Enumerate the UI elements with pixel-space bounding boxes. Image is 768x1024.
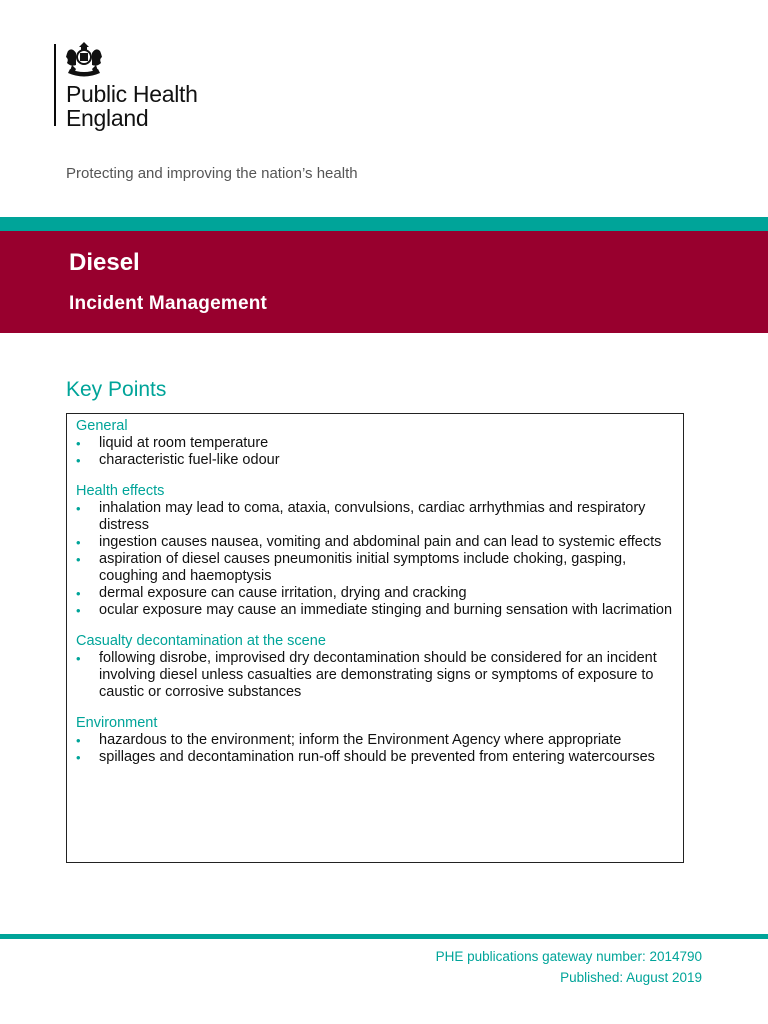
royal-coat-of-arms-icon [62,41,106,81]
bullet-list [76,500,674,619]
organisation-name-line2: England [66,105,149,131]
key-points-section-heading: Environment [76,715,158,731]
bullet-text: inhalation may lead to coma, ataxia, convulsions, cardiac arrhythmias and respiratory distress [99,500,646,533]
key-points-section-heading: Casualty decontamination at the scene [76,633,326,649]
bullet-icon: • [76,733,81,748]
key-points-section [76,633,674,701]
bullet-icon: • [76,552,81,567]
bullet-text: ingestion causes nausea, vomiting and abdominal pain and can lead to systemic effects [99,534,662,550]
bullet-icon: • [76,535,81,550]
bullet-item [76,749,674,766]
title-banner [0,231,768,333]
bullet-item [76,551,674,585]
document-subtitle: Incident Management [69,293,268,314]
key-points-section [76,483,674,619]
bullet-icon: • [76,603,81,618]
key-points-section [76,715,674,766]
bullet-list [76,435,674,469]
bullet-item [76,732,674,749]
bullet-text: liquid at room temperature [99,435,269,451]
bullet-icon: • [76,651,81,666]
key-points-section [76,418,674,469]
key-points-box [66,413,684,863]
key-points-section-heading: Health effects [76,483,165,499]
bullet-icon: • [76,501,81,516]
banner-accent-stripe [0,217,768,231]
bullet-icon: • [76,453,81,468]
bullet-list [76,732,674,766]
bullet-icon: • [76,750,81,765]
organisation-name [66,82,198,130]
gateway-number: PHE publications gateway number: 2014790 [435,949,702,964]
bullet-text: characteristic fuel-like odour [99,452,280,468]
bullet-text: spillages and decontamination run-off should be prevented from entering watercourses [99,749,655,765]
organisation-name-line1: Public Health [66,81,198,107]
bullet-text: following disrobe, improvised dry decontamination should be considered for an incident involving diesel unless casualties are demonstrating signs or symptoms of exposure to caustic or corrosive substances [99,650,657,700]
logo-divider [54,44,56,126]
bullet-list [76,650,674,701]
tagline: Protecting and improving the nation’s health [66,165,358,182]
bullet-icon: • [76,436,81,451]
bullet-item [76,500,674,534]
document-title: Diesel [69,249,140,276]
bullet-item [76,650,674,701]
bullet-item [76,452,674,469]
bullet-item [76,585,674,602]
key-points-section-heading: General [76,418,128,434]
key-points-heading: Key Points [66,378,167,401]
bullet-item [76,602,674,619]
bullet-text: hazardous to the environment; inform the Environment Agency where appropriate [99,732,622,748]
footer-divider [0,934,768,939]
bullet-text: aspiration of diesel causes pneumonitis initial symptoms include choking, gasping, coughing and haemoptysis [99,551,627,584]
bullet-item [76,435,674,452]
bullet-text: dermal exposure can cause irritation, drying and cracking [99,585,467,601]
bullet-item [76,534,674,551]
published-date: Published: August 2019 [560,970,702,985]
bullet-text: ocular exposure may cause an immediate stinging and burning sensation with lacrimation [99,602,673,618]
bullet-icon: • [76,586,81,601]
